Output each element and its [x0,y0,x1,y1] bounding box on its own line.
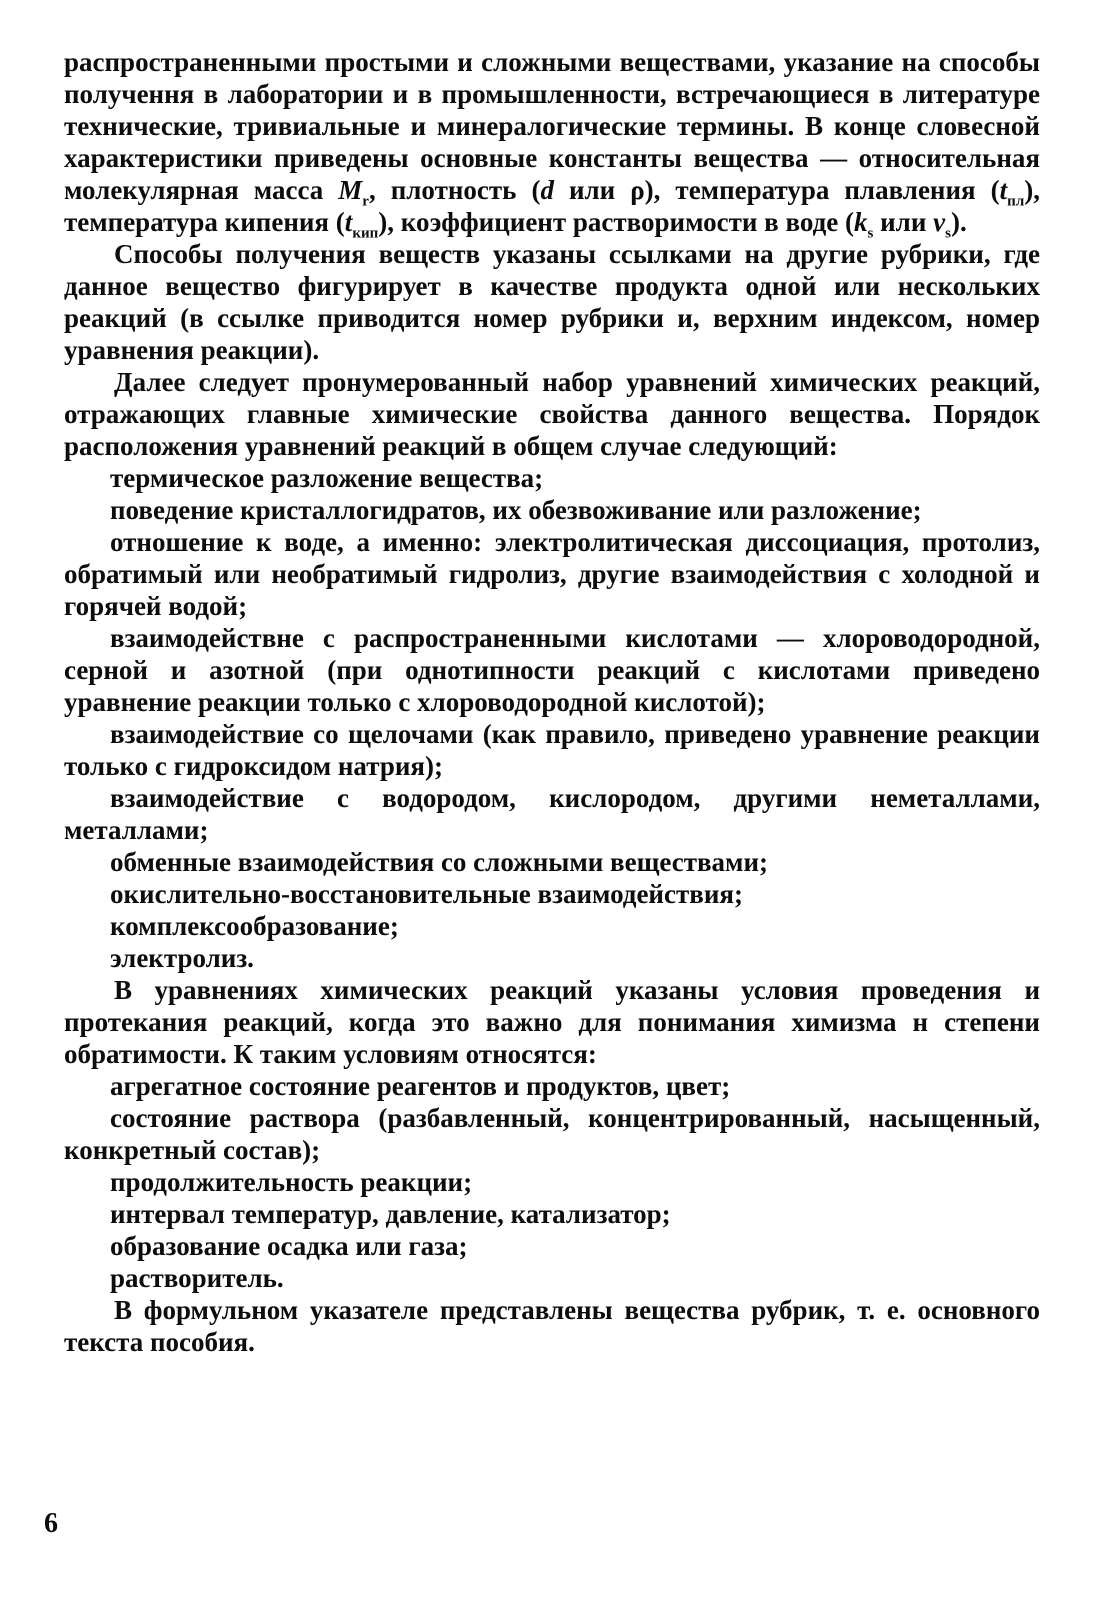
paragraph-1-text: ). [950,207,967,237]
paragraph-5-text: представлены вещества рубрик, т. е. основного текста пособия. [64,1295,1040,1357]
solubility-v-subscript: s [945,225,951,242]
paragraph-1-text: или ρ), температура плавления ( [553,175,1000,205]
melting-temp-subscript: пл [1007,193,1025,210]
paragraph-5-heading: В формульном указателе [114,1295,429,1325]
paragraph-4-text: , когда это важно для понимания химизма н степени обратимости. К таким условиям относятся: [64,1007,1040,1069]
solubility-k-symbol: k [854,207,868,237]
reaction-order-list [64,462,1040,974]
list-item: термическое разложение вещества; [110,463,544,493]
melting-temp-symbol: t [999,175,1008,205]
molar-mass-subscript: r [362,193,369,210]
list-item: взаимодействие со щелочами (как правило, приведено уравнение реакции только с гидроксидом натрия); [64,719,1040,781]
paragraph-1-text: распространенными простыми и сложными веществами, указание на способы получення в лаборатории и в промышленности, встречающиеся в литературе технические, тривиальные и минералогические термины. В конце словесной характеристики приведены основные константы вещества — относительная молекулярная масса [64,47,1040,205]
list-item: интервал температур, давление, катализатор; [110,1199,671,1229]
list-item: окислительно-восстановительные взаимодействия; [110,879,743,909]
list-item: взаимодействие с водородом, кислородом, другими неметаллами, металлами; [64,783,1040,845]
list-item: состояние раствора (разбавленный, концентрированный, насыщенный, конкретный состав); [64,1103,1040,1165]
paragraph-2 [64,238,1040,366]
density-symbol: d [540,175,554,205]
page-body [64,46,1040,1358]
paragraph-3-heading: Порядок расположения уравнений [64,399,1040,461]
list-item: отношение к воде, а именно: электролитическая диссоциация, протолиз, обратимый или необратимый гидролиз, другие взаимодействия с холодной и горячей водой; [64,527,1040,621]
list-item: образование осадка или газа; [110,1231,468,1261]
paragraph-3 [64,366,1040,462]
paragraph-1-text: или [873,207,934,237]
list-item: растворитель. [110,1263,284,1293]
paragraph-1-text: ), коэффициент растворимости в воде ( [378,207,855,237]
list-item: поведение кристаллогидратов, их обезвоживание или разложение; [110,495,922,525]
paragraph-4-heading: условия проведения и протекания реакций [64,975,1040,1037]
boiling-temp-symbol: t [344,207,353,237]
paragraph-2-text: указаны ссылками на другие рубрики, где данное вещество фигурирует в качестве продукта одной или нескольких реакций (в ссылке приводится номер рубрики и, верхним индексом, номер уравнения реакции). [64,239,1040,365]
list-item: продолжительность реакции; [110,1167,473,1197]
paragraph-5 [64,1294,1040,1358]
paragraph-4 [64,974,1040,1070]
paragraph-4-text: В уравнениях химических реакций указаны [114,975,742,1005]
list-item: обменные взаимодействия со сложными веществами; [110,847,768,877]
paragraph-2-heading: Способы получения веществ [114,239,481,269]
solubility-v-symbol: ν [933,207,946,237]
list-item: комплексообразование; [110,911,399,941]
reaction-conditions-list [64,1070,1040,1294]
list-item: взаимодействне с распространенными кислотами — хлороводородной, серной и азотной (при однотипности реакций с кислотами приведено уравнение реакции только с хлороводородной кислотой); [64,623,1040,717]
list-item: электролиз. [110,943,254,973]
page-number: 6 [44,1508,58,1539]
paragraph-1 [64,46,1040,242]
paragraph-1-text: ), температура кипения ( [64,175,1040,237]
paragraph-3-text: Далее следует пронумерованный набор уравнений химических реакций, отражающих главные химические свойства данного вещества. [64,367,1040,429]
paragraph-3-text: реакций в общем случае следующий: [375,431,838,461]
paragraph-1-text: , плотность ( [368,175,541,205]
boiling-temp-subscript: кип [352,225,379,242]
solubility-k-subscript: s [867,225,874,242]
list-item: агрегатное состояние реагентов и продуктов, цвет; [110,1071,731,1101]
molar-mass-symbol: M [338,175,363,205]
